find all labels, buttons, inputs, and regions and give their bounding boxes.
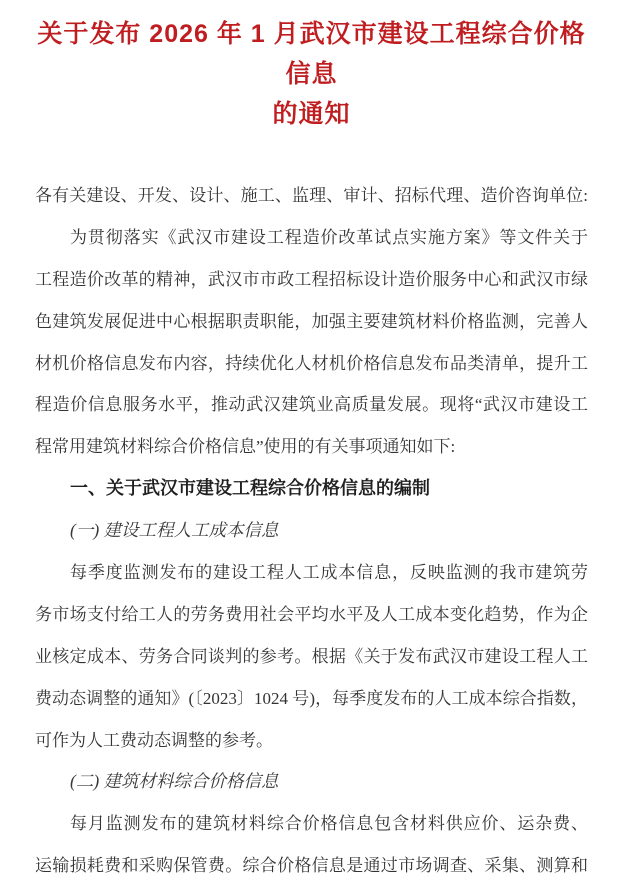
subsection-heading-2: (二) 建筑材料综合价格信息	[70, 771, 279, 792]
paragraph-line: 工程造价改革的精神，武汉市市政工程招标设计造价服务中心和武汉市绿	[35, 269, 588, 289]
salutation-line: 各有关建设、开发、设计、施工、监理、审计、招标代理、造价咨询单位:	[35, 186, 588, 205]
paragraph-line: 务市场支付给工人的劳务费用社会平均水平及人工成本变化趋势，作为企	[35, 604, 588, 624]
document-title-line-2: 的通知	[272, 100, 351, 128]
paragraph-line: 色建筑发展促进中心根据职责职能，加强主要建筑材料价格监测，完善人	[35, 311, 588, 331]
paragraph-line: 程造价信息服务水平，推动武汉建筑业高质量发展。现将“武汉市建设工	[35, 395, 588, 415]
paragraph-line: 程常用建筑材料综合价格信息”使用的有关事项通知如下:	[35, 437, 456, 457]
paragraph-line: 每季度监测发布的建设工程人工成本信息，反映监测的我市建筑劳	[70, 563, 588, 583]
paragraph-line: 可作为人工费动态调整的参考。	[35, 730, 273, 750]
document-title	[35, 14, 588, 134]
section-heading-1: 一、关于武汉市建设工程综合价格信息的编制	[70, 478, 430, 499]
paragraph-line: 材机价格信息发布内容，持续优化人材机价格信息发布品类清单，提升工	[35, 353, 588, 373]
paragraph-line: 业核定成本、劳务合同谈判的参考。根据《关于发布武汉市建设工程人工	[35, 646, 588, 666]
paragraph-line: 费动态调整的通知》(〔2023〕1024 号)，每季度发布的人工成本综合指数，	[35, 688, 588, 708]
subsection-heading-1: (一) 建设工程人工成本信息	[70, 520, 279, 541]
document-body	[35, 175, 588, 887]
paragraph-line: 为贯彻落实《武汉市建设工程造价改革试点实施方案》等文件关于	[70, 227, 588, 247]
paragraph-line: 每月监测发布的建筑材料综合价格信息包含材料供应价、运杂费、	[70, 814, 588, 834]
paragraph-line: 运输损耗费和采购保管费。综合价格信息是通过市场调查、采集、测算和	[35, 856, 588, 876]
document-title-line-1: 关于发布 2026 年 1 月武汉市建设工程综合价格信息	[37, 20, 586, 88]
